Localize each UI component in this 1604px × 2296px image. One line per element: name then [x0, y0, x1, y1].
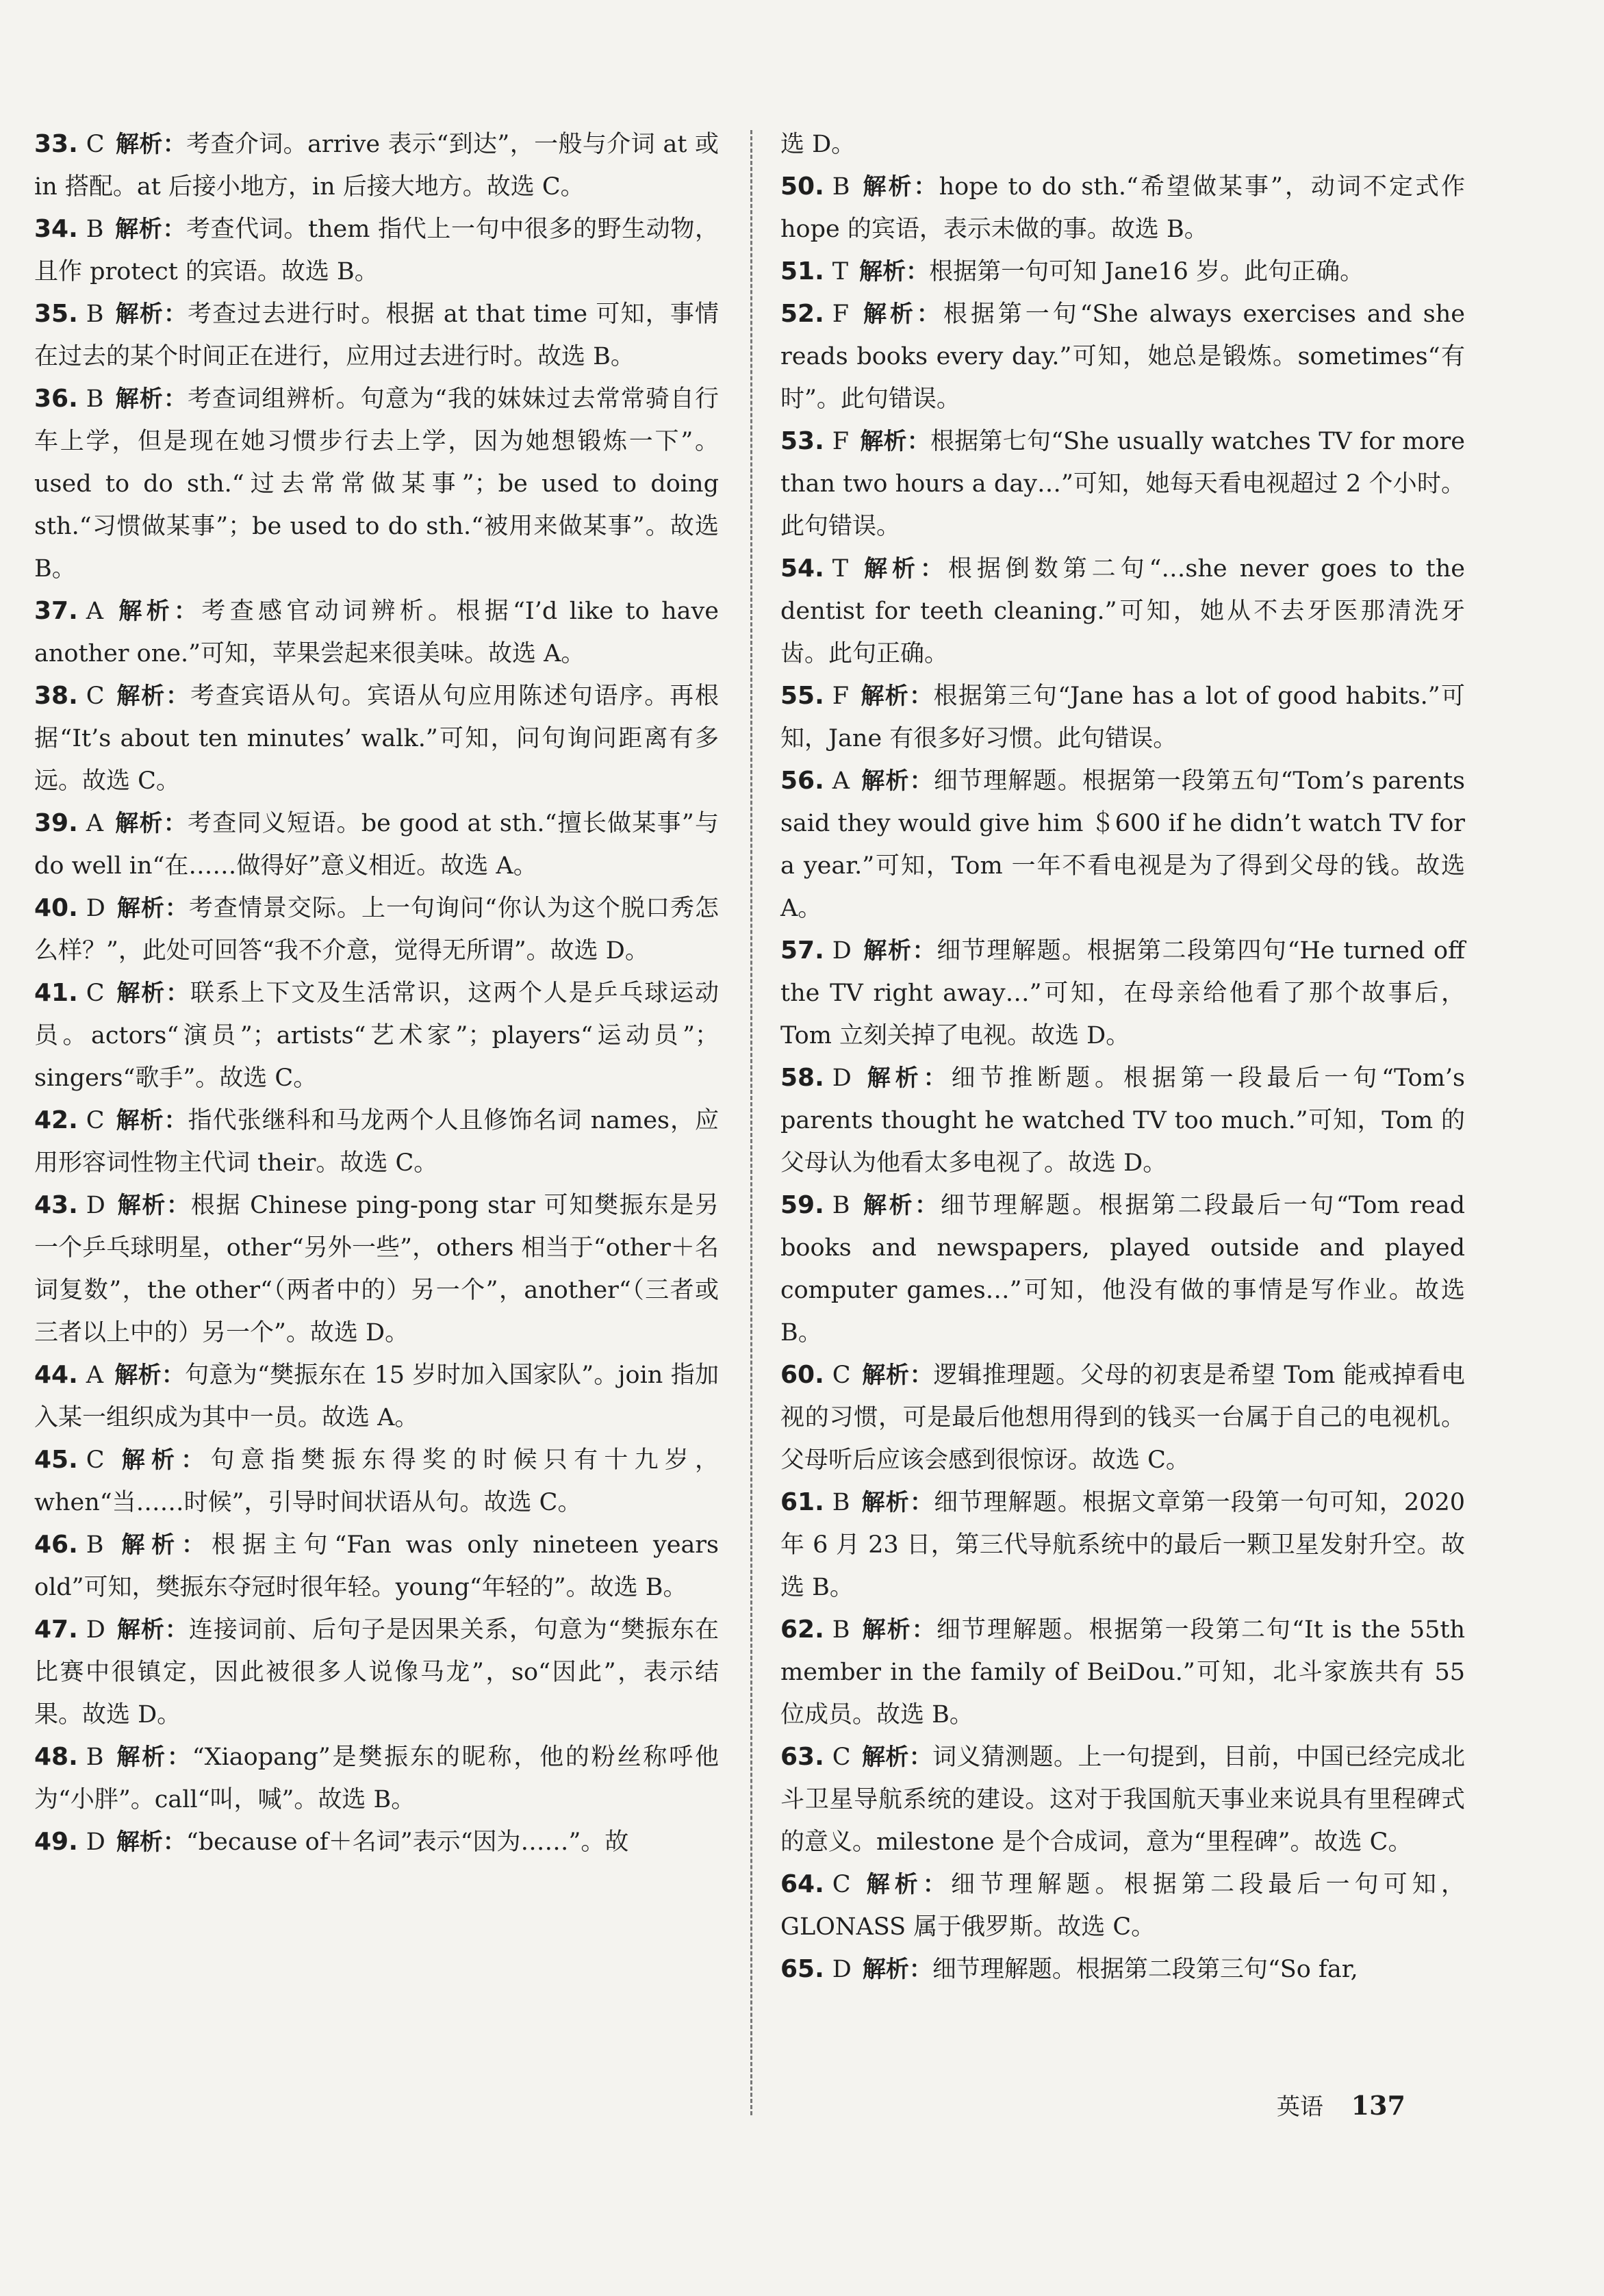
answer-item: [780, 1948, 1465, 1991]
answer-letter: T: [832, 555, 849, 583]
answer-letter: A: [86, 1362, 104, 1389]
analysis-tag: 解析：: [114, 385, 188, 413]
answer-item: [780, 1481, 1465, 1609]
explanation-text: 考查代词。them 指代上一句中很多的野生动物，且作 protect 的宾语。故选 B。: [34, 216, 720, 285]
analysis-tag: 解析：: [115, 980, 190, 1007]
analysis-tag: 解析：: [860, 683, 934, 710]
answer-item: [780, 123, 1465, 166]
analysis-tag: 解析：: [861, 1489, 934, 1516]
question-number: 55.: [780, 682, 824, 710]
analysis-tag: 解析：: [862, 937, 937, 965]
analysis-tag: 解析：: [114, 301, 188, 328]
answer-item: [34, 1439, 719, 1524]
explanation-text: 细节理解题。根据第二段最后一句可知，GLONASS 属于俄罗斯。故选 C。: [780, 1871, 1465, 1941]
answer-letter: B: [832, 173, 850, 201]
question-number: 35.: [34, 300, 78, 328]
answer-letter: A: [86, 598, 104, 625]
answer-letter: B: [832, 1616, 850, 1644]
question-number: 50.: [780, 173, 824, 201]
answer-item: [34, 293, 719, 378]
question-number: 61.: [780, 1488, 824, 1516]
answer-item: [780, 930, 1465, 1057]
explanation-text: “Xiaopang”是樊振东的昵称，他的粉丝称呼他为“小胖”。call“叫，喊”。故选 B。: [34, 1744, 719, 1813]
explanation-text: 考查过去进行时。根据 at that time 可知，事情在过去的某个时间正在进行，应用过去进行时。故选 B。: [34, 301, 719, 370]
answer-item: [34, 1524, 719, 1609]
analysis-tag: 解析：: [116, 1192, 191, 1219]
question-number: 44.: [34, 1361, 78, 1389]
analysis-tag: 解析：: [861, 767, 934, 795]
answer-letter: C: [832, 1871, 851, 1898]
answer-letter: B: [86, 216, 104, 243]
question-number: 34.: [34, 215, 78, 243]
explanation-text: 根据第三句“Jane has a lot of good habits.”可知，Jane 有很多好习惯。此句错误。: [780, 683, 1466, 752]
answer-item: [34, 887, 719, 972]
answer-letter: D: [832, 1956, 852, 1983]
question-number: 65.: [780, 1955, 824, 1983]
question-number: 38.: [34, 682, 78, 710]
footer-subject: 英语: [1276, 2093, 1323, 2121]
question-number: 46.: [34, 1531, 78, 1559]
explanation-text: 考查词组辨析。句意为“我的妹妹过去常常骑自行车上学，但是现在她习惯步行去上学，因为她想锻炼一下”。used to do sth.“过去常常做某事”；be used to doing sth.“习惯做某事”；be used to do sth.“被用来做某事”。故选 B。: [34, 385, 719, 583]
analysis-tag: 解析：: [114, 1531, 212, 1559]
answer-letter: B: [86, 301, 104, 328]
explanation-text: 选 D。: [780, 131, 856, 158]
answer-letter: B: [86, 1744, 104, 1771]
explanation-text: 根据倒数第二句“…she never goes to the dentist for teeth cleaning.”可知，她从不去牙医那清洗牙齿。此句正确。: [780, 555, 1465, 667]
explanation-text: 考查感官动词辨析。根据“I’d like to have another one.”可知，苹果尝起来很美味。故选 A。: [34, 598, 719, 667]
answer-letter: C: [86, 1446, 105, 1474]
analysis-tag: 解析：: [116, 895, 189, 922]
answer-letter: D: [86, 1828, 105, 1856]
question-number: 58.: [780, 1064, 824, 1092]
answer-letter: A: [832, 767, 850, 795]
question-number: 42.: [34, 1106, 78, 1134]
question-number: 33.: [34, 130, 78, 158]
question-number: 36.: [34, 385, 78, 413]
answer-item: [34, 1736, 719, 1821]
question-number: 43.: [34, 1191, 78, 1219]
answer-item: [34, 802, 719, 887]
explanation-text: 考查同义短语。be good at sth.“擅长做某事”与 do well in“在……做得好”意义相近。故选 A。: [34, 810, 719, 880]
answer-letter: D: [832, 1064, 852, 1092]
question-number: 47.: [34, 1616, 78, 1644]
explanation-text: 根据第一句“She always exercises and she reads books every day.”可知，她总是锻炼。sometimes“有时”。此句错误。: [780, 301, 1466, 413]
explanation-text: 细节理解题。根据第二段第四句“He turned off the TV right away…”可知，在母亲给他看了那个故事后，Tom 立刻关掉了电视。故选 D。: [780, 937, 1465, 1049]
answer-item: [34, 1184, 719, 1354]
answer-letter: B: [86, 385, 104, 413]
answer-letter: D: [86, 895, 105, 922]
answer-letter: C: [86, 131, 105, 158]
explanation-text: 考查宾语从句。宾语从句应用陈述句语序。再根据“It’s about ten minutes’ walk.”可知，问句询问距离有多远。故选 C。: [34, 683, 719, 795]
answer-letter: B: [86, 1531, 104, 1559]
answer-letter: B: [832, 1489, 850, 1516]
question-number: 49.: [34, 1828, 78, 1856]
answer-item: [780, 1863, 1465, 1948]
explanation-text: 细节理解题。根据第一段第二句“It is the 55th member in the family of BeiDou.”可知，北斗家族共有 55 位成员。故选 B。: [780, 1616, 1466, 1729]
analysis-tag: 解析：: [114, 1744, 192, 1771]
right-column: [780, 123, 1465, 1991]
answer-item: [780, 760, 1465, 930]
answer-letter: F: [832, 301, 850, 328]
explanation-text: 根据第七句“She usually watches TV for more than two hours a day…”可知，她每天看电视超过 2 个小时。此句错误。: [780, 428, 1465, 540]
analysis-tag: 解析：: [114, 1362, 186, 1389]
question-number: 45.: [34, 1446, 78, 1474]
answer-letter: B: [832, 1192, 850, 1219]
column-divider: [750, 130, 752, 2115]
page-footer: [1277, 2088, 1405, 2121]
question-number: 40.: [34, 894, 78, 922]
question-number: 52.: [780, 300, 824, 328]
answer-item: [780, 675, 1465, 760]
answer-letter: D: [86, 1192, 105, 1219]
question-number: 54.: [780, 554, 824, 583]
analysis-tag: 解析：: [116, 1616, 189, 1644]
explanation-text: 根据主句“Fan was only nineteen years old”可知，樊振东夺冠时很年轻。young“年轻的”。故选 B。: [34, 1531, 720, 1601]
analysis-tag: 解析：: [859, 555, 948, 583]
question-number: 37.: [34, 597, 78, 625]
answer-letter: F: [832, 683, 850, 710]
question-number: 60.: [780, 1361, 824, 1389]
question-number: 56.: [780, 767, 824, 795]
answer-item: [34, 972, 719, 1099]
answer-letter: C: [86, 683, 105, 710]
answer-item: [34, 1099, 719, 1184]
question-number: 53.: [780, 427, 824, 455]
explanation-text: 细节理解题。根据第一段第五句“Tom’s parents said they would give him ＄600 if he didn’t watch TV for a year.”可知，Tom 一年不看电视是为了得到父母的钱。故选 A。: [780, 767, 1466, 922]
answer-item: [34, 123, 719, 208]
answer-item: [34, 1821, 719, 1863]
answer-letter: D: [832, 937, 852, 965]
answer-item: [780, 251, 1465, 293]
analysis-tag: 解析：: [861, 1744, 933, 1771]
analysis-tag: 解析：: [861, 1871, 952, 1898]
answer-letter: C: [832, 1362, 851, 1389]
answer-item: [780, 1184, 1465, 1354]
answer-letter: T: [832, 258, 849, 285]
question-number: 57.: [780, 936, 824, 965]
analysis-tag: 解析：: [861, 1616, 937, 1644]
analysis-tag: 解析：: [114, 810, 188, 837]
analysis-tag: 解析：: [116, 1828, 186, 1856]
question-number: 59.: [780, 1191, 824, 1219]
analysis-tag: 解析：: [115, 1446, 211, 1474]
left-column: [34, 123, 719, 1863]
answer-item: [34, 1354, 719, 1439]
analysis-tag: 解析：: [114, 216, 186, 243]
answer-letter: A: [86, 810, 104, 837]
explanation-text: 逻辑推理题。父母的初衷是希望 Tom 能戒掉看电视的习惯，可是最后他想用得到的钱买一台属于自己的电视机。父母听后应该会感到很惊讶。故选 C。: [780, 1362, 1466, 1474]
question-number: 51.: [780, 257, 824, 285]
answer-item: [780, 420, 1465, 548]
analysis-tag: 解析：: [861, 1192, 941, 1219]
explanation-text: 细节理解题。根据文章第一段第一句可知，2020 年 6 月 23 日，第三代导航系统中的最后一颗卫星发射升空。故选 B。: [780, 1489, 1465, 1601]
answer-letter: D: [86, 1616, 105, 1644]
explanation-text: 连接词前、后句子是因果关系，句意为“樊振东在比赛中很镇定，因此被很多人说像马龙”，so“因此”，表示结果。故选 D。: [34, 1616, 719, 1729]
explanation-text: 词义猜测题。上一句提到，目前，中国已经完成北斗卫星导航系统的建设。这对于我国航天事业来说具有里程碑式的意义。milestone 是个合成词，意为“里程碑”。故选 C。: [780, 1744, 1465, 1856]
analysis-tag: 解析：: [862, 1956, 932, 1983]
answer-item: [34, 590, 719, 675]
answer-item: [780, 548, 1465, 675]
answer-item: [780, 1057, 1465, 1184]
answer-letter: C: [86, 980, 105, 1007]
analysis-tag: 解析：: [860, 301, 943, 328]
question-number: 63.: [780, 1743, 824, 1771]
analysis-tag: 解析：: [114, 598, 202, 625]
answer-item: [780, 1736, 1465, 1863]
explanation-text: 根据第一句可知 Jane16 岁。此句正确。: [929, 258, 1364, 285]
answer-item: [780, 166, 1465, 251]
answer-item: [780, 1609, 1465, 1736]
explanation-text: 细节理解题。根据第二段第三句“So far,: [932, 1956, 1358, 1983]
explanation-text: 细节理解题。根据第二段最后一句“Tom read books and newspapers, played outside and played computer games…”可知，他没有做的事情是写作业。故选 B。: [780, 1192, 1465, 1347]
question-number: 39.: [34, 809, 78, 837]
analysis-tag: 解析：: [115, 131, 187, 158]
analysis-tag: 解析：: [861, 173, 939, 201]
explanation-text: 联系上下文及生活常识，这两个人是乒乓球运动员。actors“演员”；artists“艺术家”；players“运动员”；singers“歌手”。故选 C。: [34, 980, 719, 1092]
analysis-tag: 解析：: [859, 258, 930, 285]
analysis-tag: 解析：: [115, 683, 190, 710]
answer-item: [34, 378, 719, 590]
answer-item: [34, 208, 719, 293]
analysis-tag: 解析：: [862, 1064, 952, 1092]
explanation-text: 指代张继科和马龙两个人且修饰名词 names，应用形容词性物主代词 their。故选 C。: [34, 1107, 720, 1177]
explanation-text: 考查情景交际。上一句询问“你认为这个脱口秀怎么样？”，此处可回答“我不介意，觉得无所谓”。故选 D。: [34, 895, 719, 965]
explanation-text: 考查介词。arrive 表示“到达”，一般与介词 at 或 in 搭配。at 后接小地方，in 后接大地方。故选 C。: [34, 131, 720, 201]
answer-item: [780, 293, 1465, 420]
answer-letter: C: [832, 1744, 851, 1771]
page-number: 137: [1351, 2090, 1405, 2121]
question-number: 64.: [780, 1870, 824, 1898]
explanation-text: 句意为“樊振东在 15 岁时加入国家队”。join 指加入某一组织成为其中一员。故选 A。: [34, 1362, 719, 1431]
answer-item: [780, 1354, 1465, 1481]
answer-item: [34, 1609, 719, 1736]
analysis-tag: 解析：: [861, 1362, 934, 1389]
question-number: 41.: [34, 979, 78, 1007]
question-number: 62.: [780, 1616, 824, 1644]
answer-item: [34, 675, 719, 802]
explanation-text: 句意指樊振东得奖的时候只有十九岁，when“当……时候”，引导时间状语从句。故选 C。: [34, 1446, 719, 1516]
analysis-tag: 解析：: [860, 428, 931, 455]
explanation-text: 细节推断题。根据第一段最后一句“Tom’s parents thought he watched TV too much.”可知，Tom 的父母认为他看太多电视了。故选 D。: [780, 1064, 1465, 1177]
question-number: 48.: [34, 1743, 78, 1771]
analysis-tag: 解析：: [115, 1107, 188, 1134]
answer-letter: C: [86, 1107, 105, 1134]
explanation-text: 根据 Chinese ping-pong star 可知樊振东是另一个乒乓球明星，other“另外一些”，others 相当于“other＋名词复数”，the other“（两者中的）另一个”，another“（三者或三者以上中的）另一个”。故选 D。: [34, 1192, 719, 1347]
explanation-text: hope to do sth.“希望做某事”，动词不定式作 hope 的宾语，表示未做的事。故选 B。: [780, 173, 1466, 243]
answer-letter: F: [832, 428, 850, 455]
explanation-text: “because of＋名词”表示“因为……”。故: [186, 1828, 629, 1856]
